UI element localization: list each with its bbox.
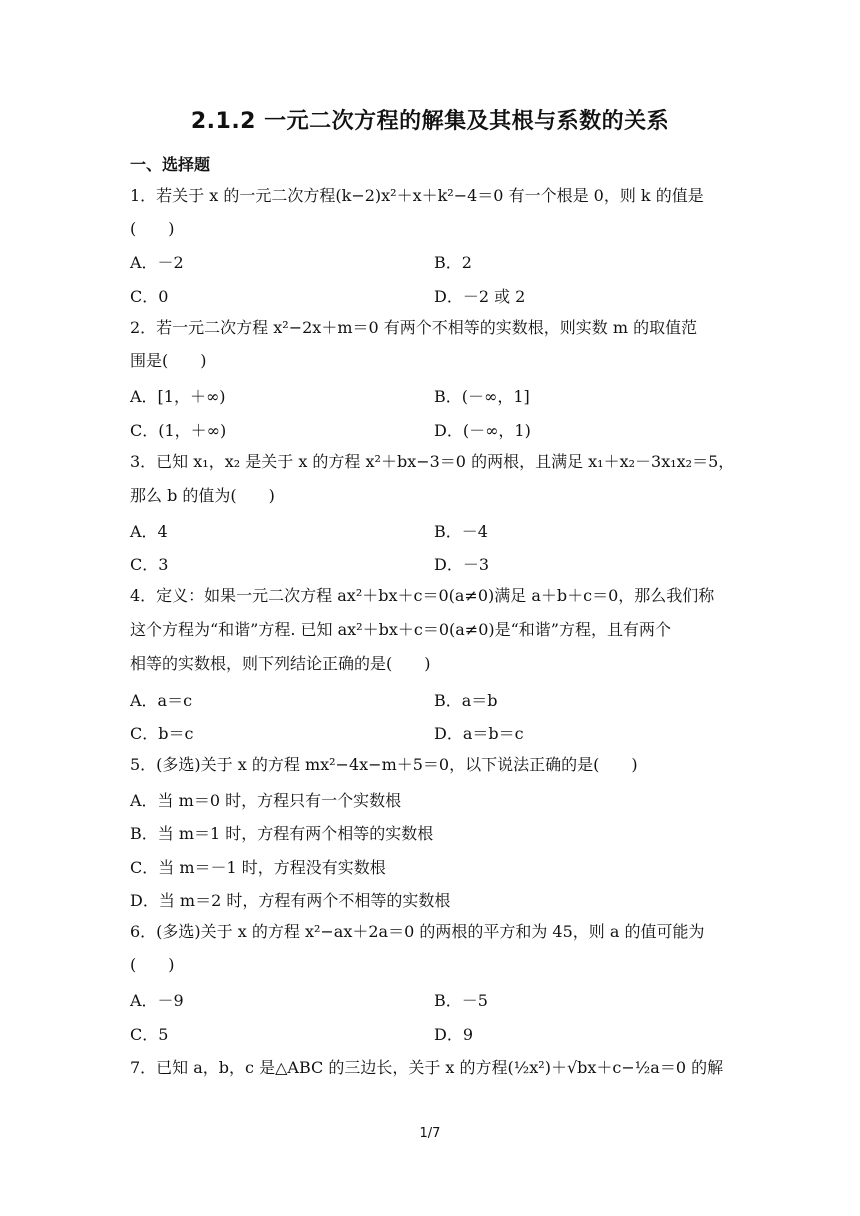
q3-stem-line2: 那么 b 的值为( ) — [130, 486, 275, 505]
q5-option-c: C．当 m＝－1 时，方程没有实数根 — [130, 858, 386, 877]
q2-option-a: A．[1，＋∞) — [130, 387, 226, 406]
q2-stem-line1: 2．若一元二次方程 x²−2x＋m＝0 有两个不相等的实数根，则实数 m 的取值范 — [130, 318, 698, 337]
document-title: 2.1.2 一元二次方程的解集及其根与系数的关系 — [190, 109, 670, 134]
q6-stem-line2: ( ) — [130, 955, 175, 974]
q1-stem-line2: ( ) — [130, 219, 175, 238]
page-number: 1/7 — [419, 1126, 441, 1141]
q7-stem-line1: 7．已知 a，b，c 是△ABC 的三边长，关于 x 的方程(½x²)＋√bx＋c−½a＝0 的解 — [130, 1058, 724, 1077]
q1-option-d: D．－2 或 2 — [434, 287, 526, 306]
q5-option-d: D．当 m＝2 时，方程有两个不相等的实数根 — [130, 891, 451, 910]
q6-option-b: B．－5 — [434, 991, 488, 1010]
q1-option-a: A．－2 — [130, 253, 184, 272]
q3-option-b: B．－4 — [434, 522, 488, 541]
q2-stem-line2: 围是( ) — [130, 351, 207, 370]
q3-option-a: A．4 — [130, 522, 168, 541]
q1-option-b: B．2 — [434, 253, 472, 272]
q3-option-c: C．3 — [130, 555, 169, 574]
q2-option-b: B．(－∞，1] — [434, 387, 530, 406]
section-heading: 一、选择题 — [130, 155, 211, 174]
q4-option-b: B．a＝b — [434, 691, 498, 710]
q5-option-a: A．当 m＝0 时，方程只有一个实数根 — [130, 791, 402, 810]
q4-option-d: D．a＝b＝c — [434, 724, 524, 743]
q6-option-c: C．5 — [130, 1025, 169, 1044]
q2-option-c: C．(1，＋∞) — [130, 421, 227, 440]
q1-option-c: C．0 — [130, 287, 169, 306]
q3-option-d: D．－3 — [434, 555, 490, 574]
q2-option-d: D．(－∞，1) — [434, 421, 531, 440]
q4-option-a: A．a＝c — [130, 691, 193, 710]
q6-stem-line1: 6．(多选)关于 x 的方程 x²−ax＋2a＝0 的两根的平方和为 45，则 a 的值可能为 — [130, 922, 705, 941]
q4-stem-line3: 相等的实数根，则下列结论正确的是( ) — [130, 654, 431, 673]
q6-option-a: A．－9 — [130, 991, 184, 1010]
q4-stem-line2: 这个方程为“和谐”方程. 已知 ax²＋bx＋c＝0(a≠0)是“和谐”方程，且有两个 — [130, 620, 671, 639]
q5-stem-line1: 5．(多选)关于 x 的方程 mx²−4x−m＋5＝0，以下说法正确的是( ) — [130, 755, 638, 774]
q4-option-c: C．b＝c — [130, 724, 194, 743]
q3-stem-line1: 3．已知 x₁，x₂ 是关于 x 的方程 x²＋bx−3＝0 的两根，且满足 x₁＋x₂－3x₁x₂＝5， — [130, 452, 735, 471]
q6-option-d: D．9 — [434, 1025, 474, 1044]
q4-stem-line1: 4．定义：如果一元二次方程 ax²＋bx＋c＝0(a≠0)满足 a＋b＋c＝0，那么我们称 — [130, 586, 715, 605]
q1-stem-line1: 1．若关于 x 的一元二次方程(k−2)x²＋x＋k²−4＝0 有一个根是 0，则 k 的值是 — [130, 186, 704, 205]
q5-option-b: B．当 m＝1 时，方程有两个相等的实数根 — [130, 824, 434, 843]
